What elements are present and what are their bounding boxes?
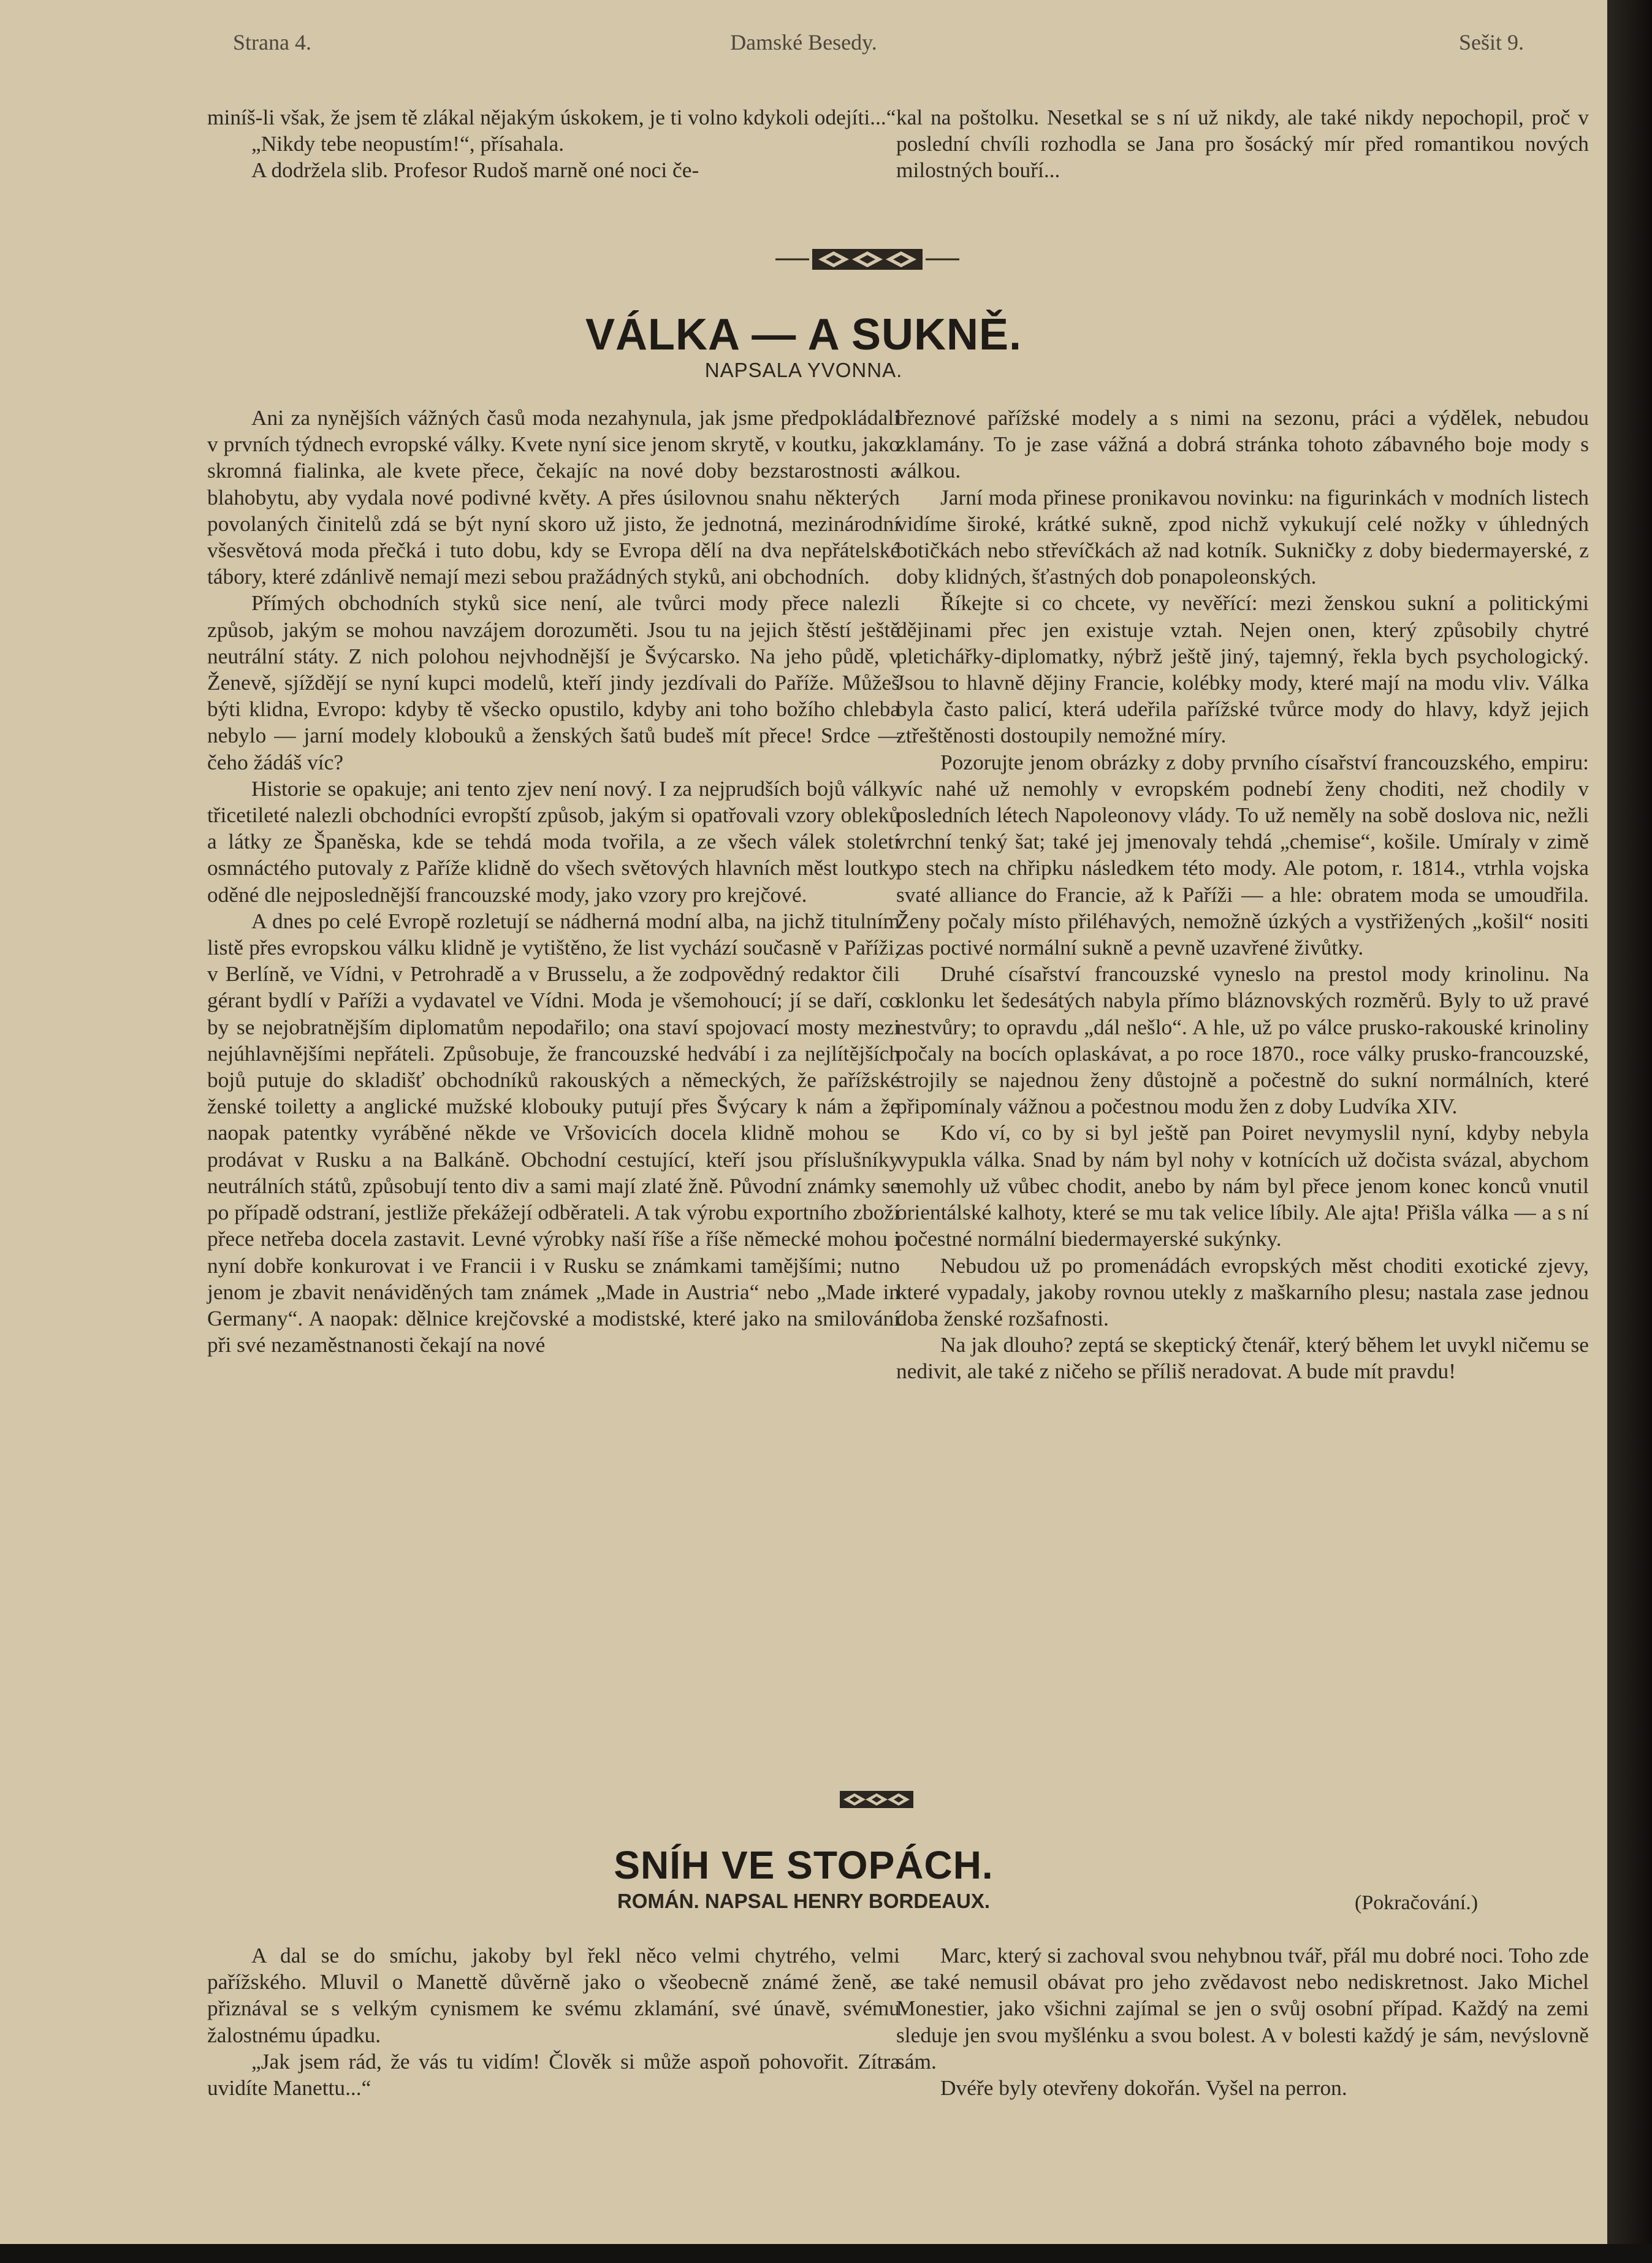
- paragraph: Dvéře byly otevřeny dokořán. Vyšel na perron.: [940, 2075, 1347, 2101]
- paragraph: A dnes po celé Evropě rozletují se nádherná modní alba, na jichž titulním listě přes evropskou válku klidně je vytištěno, že list vychází současně v Paříži, v Berlíně, ve Vídni, v Petrohradě a v Brusselu, a že zodpovědný redaktor čili gérant bydlí v Paříži a vydavatel ve Vídni. Moda je všemohoucí; jí se daří, co by se nejobratnějším diplomatům nepodařilo; ona staví spojovací mosty mezi nejúhlavnějšími nepřáteli. Způsobuje, že francouzské hedvábí i za nejlítějších bojů putuje do skladišť obchodníků rakouských a německých, že pařížské ženské toiletty a anglické mužské klobouky putují přes Švýcary k nám a že naopak patentky vyráběné někde ve Vršovicích docela klidně mohou se prodávat v Rusku a na Balkáně. Obchodní cestující, kteří jsou příslušníky neutrálních států, způsobují tento div a sami mají zlaté žně. Původní známky se po případě odstraní, jestliže překážejí odběrateli. A tak výrobu exportního zboží přece netřeba docela zastavit. Levné výrobky naší říše a říše německé mohou i nyní dobře konkurovat i ve Francii i v Rusku se známkami tamějšími; nutno jenom je zbavit nenáviděných tam známek „Made in Austria“ nebo „Made in Germany“. A naopak: dělnice krejčovské a modistské, které jako na smilování při své nezaměstnanosti čekají na nové: [207, 908, 900, 1357]
- article-byline: NAPSALA YVONNA.: [704, 359, 903, 381]
- top-left-column: [207, 104, 900, 184]
- paragraph: kal na poštolku. Nesetkal se s ní už nikdy, ale také nikdy nepochopil, proč v poslední chvíli rozhodla se Jana pro šosácký mír před romantikou nových milostných bouří...: [896, 105, 1589, 183]
- paragraph: Marc, který si zachoval svou nehybnou tvář, přál mu dobré noci. Toho zde se také nemusil obávat pro jeho zvědavost nebo nediskretnost. Jako Michel Monestier, jako všichni zajímal se jen o svůj osobní případ. Každý na zemi sleduje jen svou myšlénku a svou bolest. A v bolesti každý je sám, nevýslovně sám.: [896, 1943, 1589, 2074]
- scan-edge-bottom: [0, 2244, 1652, 2263]
- novel-byline: ROMÁN. NAPSAL HENRY BORDEAUX.: [617, 1890, 991, 1912]
- magazine-title: Damské Besedy.: [730, 30, 877, 55]
- paragraph: Na jak dlouho? zeptá se skeptický čtenář, který během let uvykl ničemu se nedivit, ale také z ničeho se příliš neradovat. A bude mít pravdu!: [896, 1332, 1589, 1384]
- paragraph: Jarní moda přinese pronikavou novinku: na figurinkách v modních listech vidíme široké, krátké sukně, zpod nichž vykukují celé nožky v úhledných botičkách nebo střevíčkách až nad kotník. Sukničky z doby biedermayerské, z doby klidných, šťastných dob ponapoleonských.: [896, 484, 1589, 589]
- novel-right-column: [896, 1942, 1589, 2101]
- ornament-divider: [840, 1784, 913, 1815]
- ornament-divider: [775, 244, 959, 275]
- paragraph: „Jak jsem rád, že vás tu vidím! Člověk si může aspoň pohovořit. Zítra uvidíte Manettu...“: [207, 2048, 900, 2101]
- novel-left-column: [207, 1942, 900, 2101]
- paragraph: Přímých obchodních styků sice není, ale tvůrci mody přece nalezli způsob, jakým se mohou navzájem dorozuměti. Jsou tu na jejich štěstí ještě neutrální státy. Z nich polohou nejvhodnější je Švýcarsko. Na jeho půdě, v Ženevě, sjíždějí se nyní kupci modelů, kteří jindy jezdívali do Paříže. Můžeš býti klidna, Evropo: kdyby tě všecko opustilo, kdyby ani toho božího chleba nebylo — jarní modely klobouků a ženských šatů budeš mít přece! Srdce — čeho žádáš víc?: [207, 590, 900, 774]
- paragraph: Nebudou už po promenádách evropských měst choditi exotické zjevy, které vypadaly, jakoby rovnou utekly z maškarního plesu; nastala zase jednou doba ženské rozšafnosti.: [896, 1253, 1589, 1330]
- paragraph: březnové pařížské modely a s nimi na sezonu, práci a výdělek, nebudou zklamány. To je zase vážná a dobrá stránka tohoto zábavného boje mody s válkou.: [896, 405, 1589, 483]
- paragraph: „Nikdy tebe neopustím!“, přísahala.: [251, 131, 565, 156]
- paragraph: Říkejte si co chcete, vy nevěřící: mezi ženskou sukní a politickými dějinami přec jen existuje vztah. Nejen onen, který způsobily chytré pletichářky-diplomatky, nýbrž ještě jiný, tajemný, řekla bych psychologický. Jsou to hlavně dějiny Francie, kolébky mody, které mají na modu vliv. Válka byla často palicí, která udeřila pařížské tvůrce mody do hlavy, když jejich ztřeštěnosti dostoupily nemožné míry.: [896, 590, 1589, 748]
- paragraph: Druhé císařství francouzské vyneslo na prestol mody krinolinu. Na sklonku let šedesátých nabyla přímo bláznovských rozměrů. Byly to už pravé nestvůry; to opravdu „dál nešlo“. A hle, už po válce prusko-rakouské krinoliny počaly na bocích oplaskávat, a po roce 1870., roce války prusko-francouzské, strojily se najednou ženy důstojně a počestně do sukní normálních, které připomínaly vážnou a počestnou modu žen z doby Ludvíka XIV.: [896, 961, 1589, 1119]
- paragraph: A dodržela slib. Profesor Rudoš marně oné noci če-: [251, 158, 699, 183]
- page-number: Strana 4.: [233, 30, 311, 55]
- paragraph: Historie se opakuje; ani tento zjev není nový. I za nejprudších bojů války třicetileté nalezli obchodníci evropští způsob, jakým si opatřovali vzory obleků a látky ze Španěska, kde se tehdá moda tvořila, a ze všech válek století osmnáctého putovaly z Paříže klidně do všech světových hlavních měst loutky oděné dle nejposlednější francouzské mody, jako vzory pro krejčové.: [207, 776, 900, 907]
- paragraph: Ani za nynějších vážných časů moda nezahynula, jak jsme předpokládali v prvních týdnech evropské války. Kvete nyní sice jenom skrytě, v koutku, jako skromná fialinka, ale kvete přece, čekajíc na nové doby bezstarostnosti a blahobytu, aby vydala nové podivné květy. A přes úsilovnou snahu některých povolaných činitelů zdá se být nyní skoro už jisto, že jednotná, mezinárodní všesvětová moda přečká i tuto dobu, kdy se Evropa dělí na dva nepřátelské tábory, které zdánlivě nemají mezi sebou pražádných styků, ani obchodních.: [207, 405, 900, 589]
- paragraph: Kdo ví, co by si byl ještě pan Poiret nevymyslil nyní, kdyby nebyla vypukla válka. Snad by nám byl nohy v kotnících už dočista svázal, abychom nemohly už vůbec chodit, anebo by nám byl přece jenom konec konců vnutil orientálské kalhoty, které se mu tak velice líbily. Ale ajta! Přišla válka — a s ní počestné normální biedermayerské sukýnky.: [896, 1120, 1589, 1251]
- paragraph: Pozorujte jenom obrázky z doby prvního císařství francouzského, empiru: víc nahé už nemohly v evropském podnebí ženy choditi, než chodily v posledních létech Napoleonovy vlády. To už neměly na sobě doslova nic, nežli vrchní tenký šat; také jej jmenovaly tehdá „chemise“, košile. Umíraly v zimě po stech na chřipku následkem této mody. Ale potom, r. 1814., vtrhla vojska svaté alliance do Francie, až k Paříži — a hle: obratem moda se umoudřila. Ženy počaly místo přiléhavých, nemožně úzkých a vystřižených „košil“ nositi zas poctivé normální sukně a pevně uzavřené živůtky.: [896, 749, 1589, 960]
- continuation-note: (Pokračování.): [1355, 1891, 1479, 1914]
- issue-number: Sešit 9.: [1459, 30, 1524, 55]
- top-right-column: [896, 104, 1589, 184]
- article-title: VÁLKA — A SUKNĚ.: [585, 310, 1022, 359]
- paragraph: miníš-li však, že jsem tě zlákal nějakým úskokem, je ti volno kdykoli odejíti...“: [207, 105, 896, 129]
- article-right-column: [896, 405, 1589, 1385]
- scan-edge-right: [1607, 0, 1652, 2263]
- article-left-column: [207, 405, 900, 1358]
- paragraph: A dal se do smíchu, jakoby byl řekl něco velmi chytrého, velmi pařížského. Mluvil o Manettě důvěrně jako o všeobecně známé ženě, a přiznával se s velkým cynismem ke svému zklamání, své únavě, svému žalostnému úpadku.: [207, 1943, 900, 2047]
- novel-title: SNÍH VE STOPÁCH.: [614, 1843, 994, 1887]
